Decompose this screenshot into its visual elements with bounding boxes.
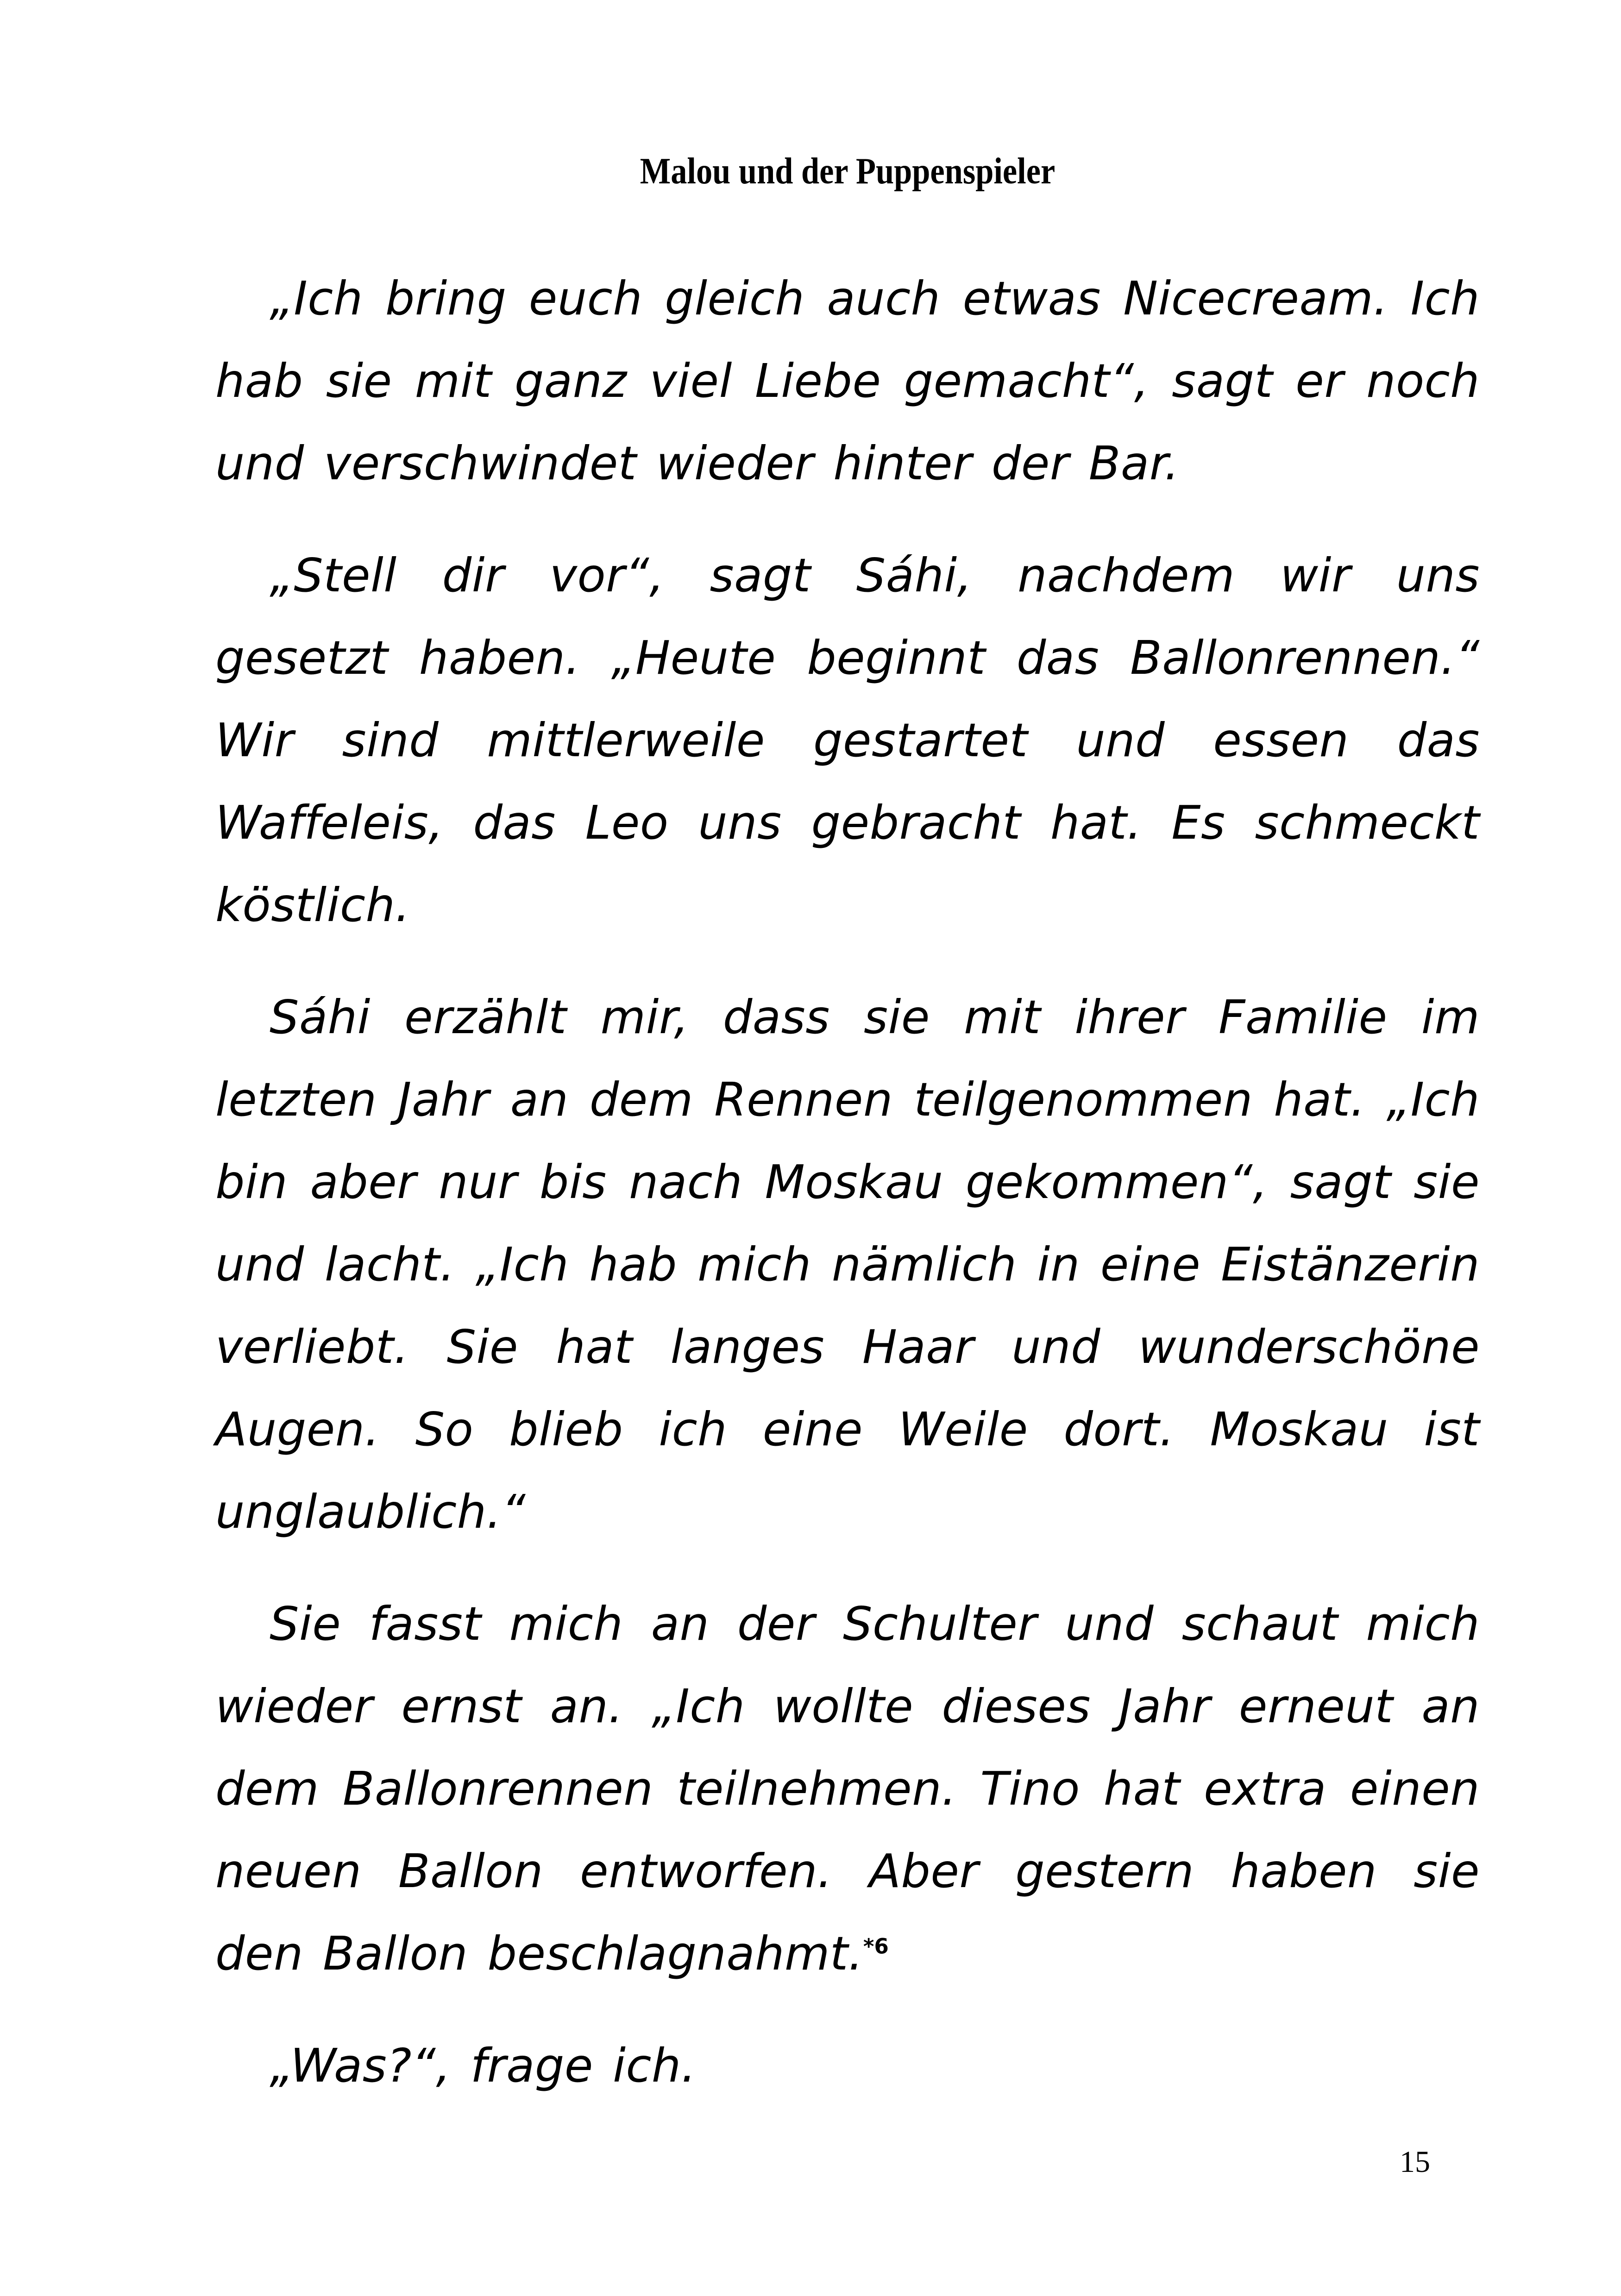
paragraph (215, 257, 1480, 505)
paragraph-text: „Was?“, frage ich. (270, 2039, 697, 2093)
page-number: 15 (1400, 2145, 1430, 2179)
body-text (215, 257, 1480, 2107)
paragraph-text: Sáhi erzählt mir, dass sie mit ihrer Familie im letzten Jahr an dem Rennen teilgenommen hat. „Ich bin aber nur bis nach Moskau gekommen“, sagt sie und lacht. „Ich hab mich nämlich in eine Eistänzerin verliebt. Sie hat langes Haar und wunderschöne Augen. So blieb ich eine Weile dort. Moskau ist unglaublich.“ (215, 990, 1480, 1539)
paragraph-text: Sie fasst mich an der Schulter und schaut mich wieder ernst an. „Ich wollte dieses Jahr erneut an dem Ballonrennen teilnehmen. Tino hat extra einen neuen Ballon entworfen. Aber gestern haben sie den Ballon beschlagnahmt. (215, 1597, 1480, 1981)
paragraph-text: „Stell dir vor“, sagt Sáhi, nachdem wir uns gesetzt haben. „Heute beginnt das Ballonrennen.“ Wir sind mittlerweile gestartet und essen das Waffeleis, das Leo uns gebracht hat. Es schmeckt köstlich. (215, 548, 1480, 932)
footnote-marker: *6 (863, 1934, 889, 1959)
paragraph (215, 976, 1480, 1553)
paragraph (215, 1583, 1480, 1995)
paragraph (215, 2025, 1480, 2107)
running-header: Malou und der Puppenspieler (640, 151, 1056, 192)
paragraph-text: „Ich bring euch gleich auch etwas Nicecream. Ich hab sie mit ganz viel Liebe gemacht“, sagt er noch und verschwindet wieder hinter der Bar. (215, 271, 1480, 490)
paragraph (215, 534, 1480, 947)
